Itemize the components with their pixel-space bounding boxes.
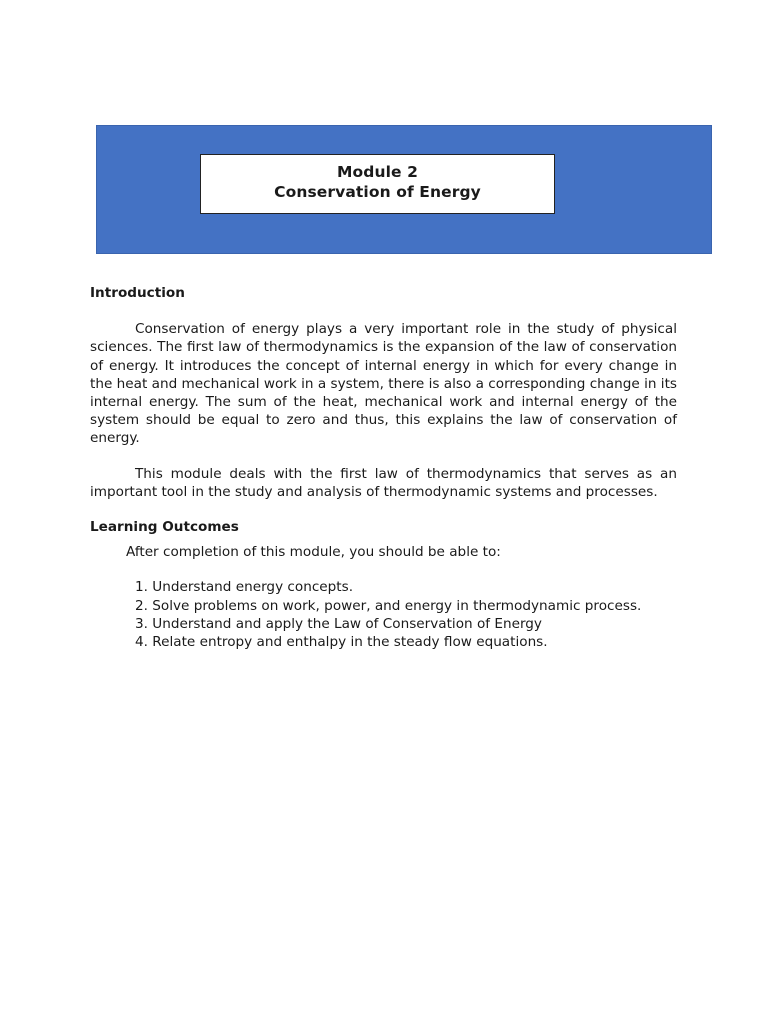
- module-title: Conservation of Energy: [274, 183, 481, 201]
- learning-outcomes-list: [135, 578, 677, 651]
- document-body: [90, 284, 677, 651]
- list-item: 1. Understand energy concepts.: [135, 579, 354, 596]
- list-item: 3. Understand and apply the Law of Conservation of Energy: [135, 615, 542, 632]
- module-title-box: [200, 154, 555, 214]
- learning-outcomes-heading: Learning Outcomes: [90, 519, 239, 536]
- list-item: 2. Solve problems on work, power, and energy in thermodynamic process.: [135, 597, 642, 614]
- module-number: Module 2: [336, 163, 418, 181]
- list-item: 4. Relate entropy and enthalpy in the steady flow equations.: [135, 634, 548, 651]
- introduction-paragraph: Conservation of energy plays a very important role in the study of physical sciences. The first law of thermodynamics is the expansion of the law of conservation of energy. It introduces the concept of internal energy in which for every change in the heat and mechanical work in a system, there is also a corresponding change in its internal energy. The sum of the heat, mechanical work and internal energy of the system should be equal to zero and thus, this explains the law of conservation of energy.: [90, 321, 677, 447]
- introduction-heading: Introduction: [90, 285, 185, 301]
- learning-outcomes-lead: After completion of this module, you should be able to:: [126, 544, 501, 561]
- introduction-paragraph: This module deals with the first law of thermodynamics that serves as an important tool in the study and analysis of thermodynamic systems and processes.: [90, 465, 677, 500]
